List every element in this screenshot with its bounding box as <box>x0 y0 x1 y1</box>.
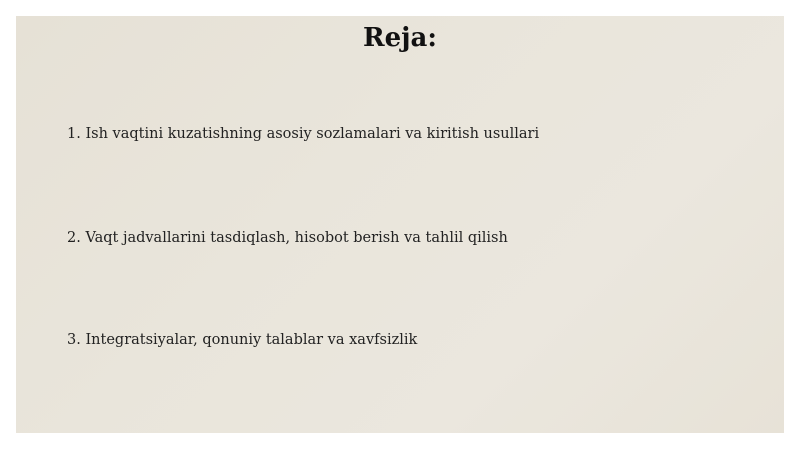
slide-title: Reja: <box>362 23 437 53</box>
plan-item-2: 2. Vaqt jadvallarini tasdiqlash, hisobot berish va tahlil qilish <box>67 230 508 246</box>
plan-item-1: 1. Ish vaqtini kuzatishning asosiy sozlamalari va kiritish usullari <box>67 126 540 142</box>
slide <box>16 16 784 433</box>
plan-item-3: 3. Integratsiyalar, qonuniy talablar va xavfsizlik <box>67 332 418 348</box>
